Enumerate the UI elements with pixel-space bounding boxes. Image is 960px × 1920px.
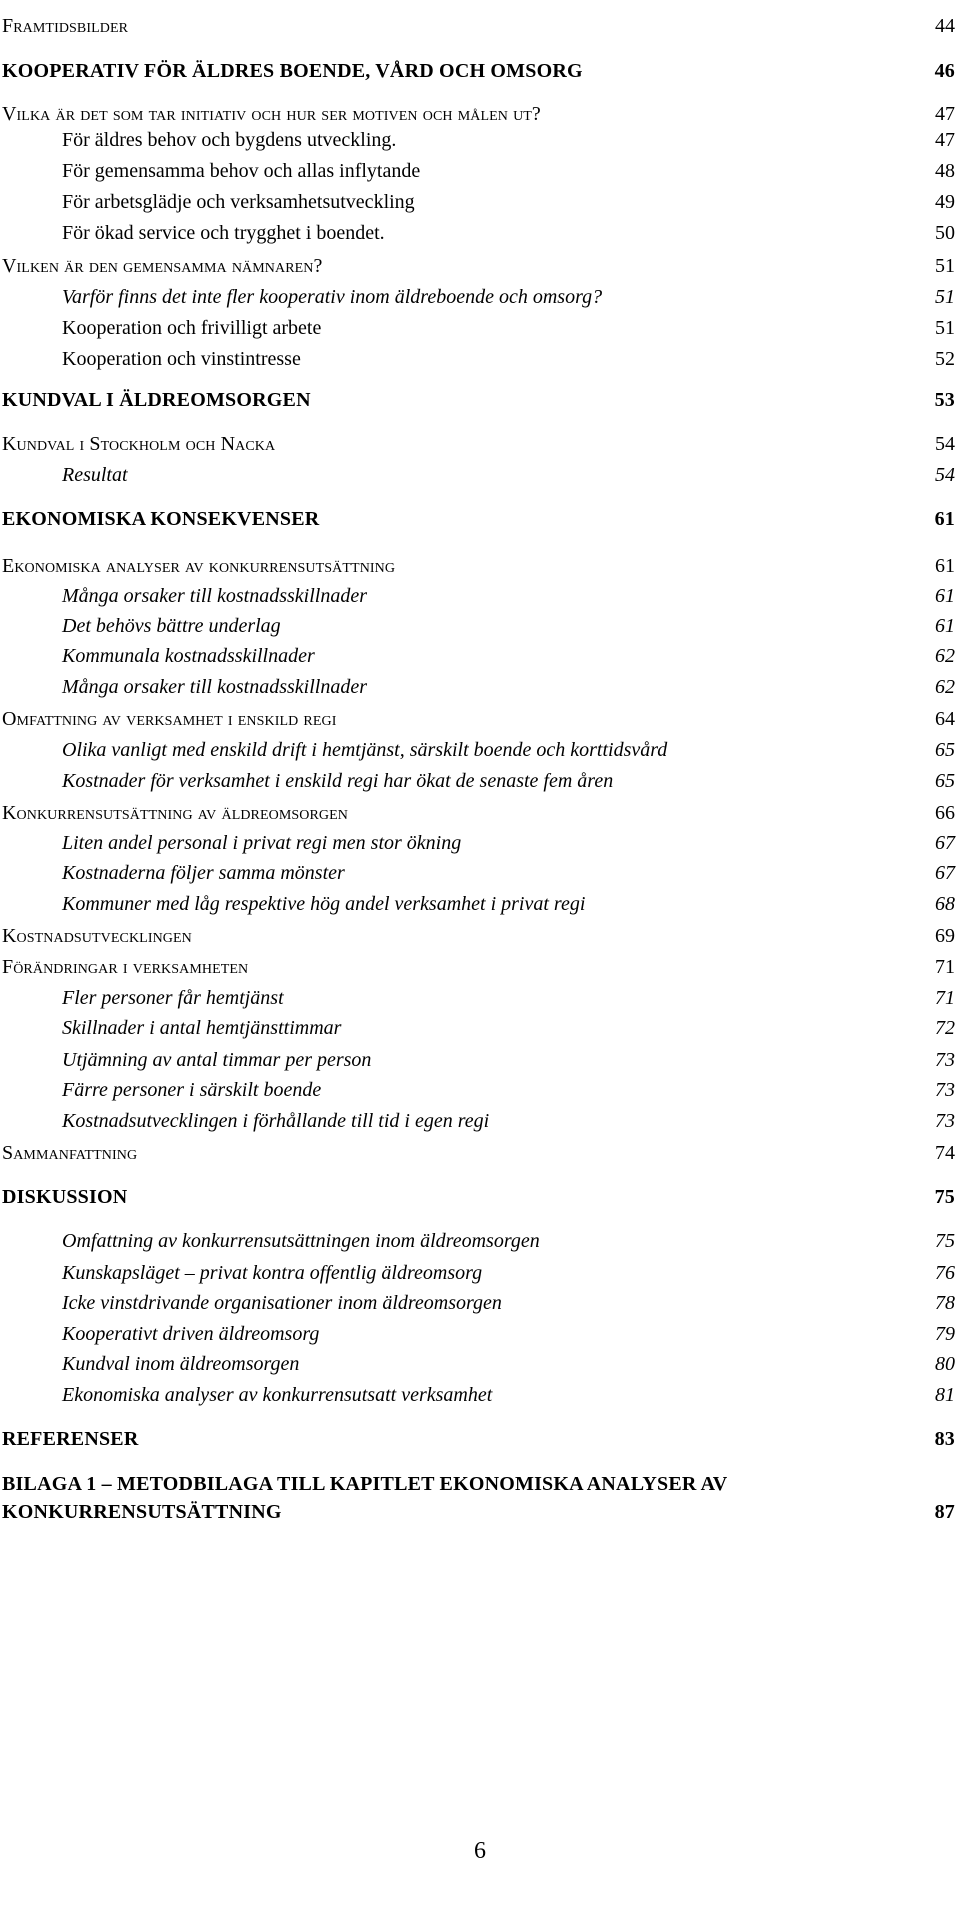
toc-entry-page: 68 [935, 893, 955, 915]
toc-entry-title: Färre personer i särskilt boende [62, 1079, 322, 1101]
toc-entry-title: Kostnader för verksamhet i enskild regi har ökat de senaste fem åren [62, 770, 614, 792]
toc-entry-page: 67 [935, 862, 955, 884]
toc-entry[interactable] [0, 1350, 960, 1378]
toc-entry[interactable] [0, 1014, 960, 1042]
toc-entry-title: Varför finns det inte fler kooperativ inom äldreboende och omsorg? [62, 286, 603, 308]
toc-entry-page: 71 [935, 956, 955, 978]
toc-entry-page: 64 [935, 708, 955, 730]
toc-entry-title: Olika vanligt med enskild drift i hemtjänst, särskilt boende och korttidsvård [62, 739, 668, 761]
toc-entry-title: Ekonomiska analyser av konkurrensutsatt verksamhet [62, 1384, 493, 1406]
toc-entry[interactable] [0, 642, 960, 670]
toc-entry[interactable] [0, 1425, 960, 1453]
toc-entry-title [2, 1470, 727, 1526]
toc-entry-page: 81 [935, 1384, 955, 1406]
toc-entry[interactable] [0, 430, 960, 458]
toc-entry-page: 50 [935, 222, 955, 244]
toc-entry-page: 51 [935, 317, 955, 339]
toc-entry[interactable] [0, 984, 960, 1012]
toc-entry-title: Kostnadsutvecklingen i förhållande till tid i egen regi [62, 1110, 490, 1132]
toc-entry[interactable] [0, 157, 960, 185]
toc-entry-page: 74 [935, 1142, 955, 1164]
toc-entry-page: 83 [934, 1428, 955, 1450]
toc-entry-page: 47 [935, 103, 955, 125]
toc-entry-title: Icke vinstdrivande organisationer inom äldreomsorgen [62, 1292, 502, 1314]
toc-entry-page: 51 [935, 255, 955, 277]
page-number: 6 [474, 1838, 486, 1864]
toc-entry-page: 46 [934, 60, 955, 82]
toc-entry-page: 62 [935, 676, 955, 698]
toc-entry-page: 52 [935, 348, 955, 370]
toc-entry[interactable] [0, 345, 960, 373]
toc-entry[interactable] [0, 219, 960, 247]
toc-entry[interactable] [0, 252, 960, 280]
toc-entry-page: 73 [935, 1079, 955, 1101]
toc-entry-page: 80 [935, 1353, 955, 1375]
toc-entry[interactable] [0, 1046, 960, 1074]
toc-entry-title: Liten andel personal i privat regi men stor ökning [62, 832, 462, 854]
toc-entry-page: 61 [934, 508, 955, 530]
toc-entry-page: 54 [935, 433, 955, 455]
toc-entry[interactable] [0, 859, 960, 887]
toc-entry-page: 53 [934, 389, 955, 411]
toc-entry-title: Kundval i Stockholm och Nacka [2, 433, 276, 455]
toc-entry-title: REFERENSER [2, 1428, 139, 1450]
toc-entry-page: 51 [935, 286, 955, 308]
toc-entry[interactable] [0, 12, 960, 40]
toc-entry[interactable] [0, 461, 960, 489]
toc-entry[interactable] [0, 673, 960, 701]
toc-entry-title: Kostnaderna följer samma mönster [62, 862, 345, 884]
toc-entry-page: 73 [935, 1110, 955, 1132]
toc-entry[interactable] [0, 922, 960, 950]
toc-entry-title: Fler personer får hemtjänst [62, 987, 284, 1009]
toc-entry-page: 49 [935, 191, 955, 213]
toc-entry[interactable] [0, 890, 960, 918]
toc-entry-page: 79 [935, 1323, 955, 1345]
toc-entry-title: DISKUSSION [2, 1186, 128, 1208]
toc-entry-title: Omfattning av konkurrensutsättningen inom äldreomsorgen [62, 1230, 540, 1252]
toc-entry-page: 76 [935, 1262, 955, 1284]
toc-entry-page: 61 [935, 615, 955, 637]
toc-entry-page: 67 [935, 832, 955, 854]
toc-entry[interactable] [0, 1470, 960, 1526]
toc-entry-title: För äldres behov och bygdens utveckling. [62, 129, 397, 151]
toc-entry[interactable] [0, 1259, 960, 1287]
toc-entry-title: Många orsaker till kostnadsskillnader [62, 676, 367, 698]
toc-entry-title: Många orsaker till kostnadsskillnader [62, 585, 367, 607]
toc-entry-page: 61 [935, 555, 955, 577]
toc-entry-title: Kundval inom äldreomsorgen [62, 1353, 300, 1375]
toc-entry[interactable] [0, 386, 960, 414]
toc-entry[interactable] [0, 1076, 960, 1104]
toc-entry[interactable] [0, 736, 960, 764]
toc-entry-page: 71 [935, 987, 955, 1009]
toc-entry-page: 48 [935, 160, 955, 182]
toc-entry[interactable] [0, 582, 960, 610]
toc-entry-page: 44 [935, 15, 955, 37]
toc-entry[interactable] [0, 767, 960, 795]
toc-entry-title: Resultat [62, 464, 128, 486]
toc-entry-page: 78 [935, 1292, 955, 1314]
toc-entry-title: Kostnadsutvecklingen [2, 925, 192, 947]
toc-entry[interactable] [0, 505, 960, 533]
toc-entry[interactable] [0, 1381, 960, 1409]
toc-entry[interactable] [0, 126, 960, 154]
toc-entry-page: 65 [935, 739, 955, 761]
toc-entry-title: Framtidsbilder [2, 15, 129, 37]
toc-entry[interactable] [0, 799, 960, 827]
toc-entry-title: Kommuner med låg respektive hög andel verksamhet i privat regi [62, 893, 586, 915]
toc-entry-title: Kooperation och vinstintresse [62, 348, 301, 370]
toc-entry[interactable] [0, 1139, 960, 1167]
toc-entry-page: 62 [935, 645, 955, 667]
toc-entry-title: För ökad service och trygghet i boendet. [62, 222, 385, 244]
toc-entry-title: Omfattning av verksamhet i enskild regi [2, 708, 337, 730]
toc-entry-title: Vilka är det som tar initiativ och hur ser motiven och målen ut? [2, 103, 541, 125]
toc-entry-title: Kommunala kostnadsskillnader [62, 645, 315, 667]
toc-entry-title: Kooperation och frivilligt arbete [62, 317, 322, 339]
toc-entry[interactable] [0, 283, 960, 311]
toc-entry-page: 69 [935, 925, 955, 947]
toc-entry-title-line2: KONKURRENSUTSÄTTNING [2, 1501, 282, 1523]
toc-entry-page: 73 [935, 1049, 955, 1071]
toc-entry[interactable] [0, 1289, 960, 1317]
toc-entry[interactable] [0, 1183, 960, 1211]
toc-entry-title: KUNDVAL I ÄLDREOMSORGEN [2, 389, 311, 411]
toc-entry-title: Konkurrensutsättning av äldreomsorgen [2, 802, 349, 824]
toc-entry-title: För gemensamma behov och allas inflytande [62, 160, 421, 182]
toc-entry-page: 66 [935, 802, 955, 824]
toc-entry-title: Det behövs bättre underlag [62, 615, 281, 637]
toc-entry[interactable] [0, 1107, 960, 1135]
toc-entry[interactable] [0, 612, 960, 640]
toc-entry-page: 75 [935, 1230, 955, 1252]
toc-entry-title: Förändringar i verksamheten [2, 956, 249, 978]
toc-entry-title: Kunskapsläget – privat kontra offentlig äldreomsorg [62, 1262, 483, 1284]
toc-entry-page: 54 [935, 464, 955, 486]
toc-entry[interactable] [0, 705, 960, 733]
toc-entry[interactable] [0, 1227, 960, 1255]
toc-entry-title: EKONOMISKA KONSEKVENSER [2, 508, 320, 530]
toc-entry[interactable] [0, 100, 960, 128]
toc-entry-title: För arbetsglädje och verksamhetsutveckling [62, 191, 415, 213]
toc-entry-title: Skillnader i antal hemtjänsttimmar [62, 1017, 342, 1039]
toc-entry-title: Sammanfattning [2, 1142, 138, 1164]
toc-entry-title: Kooperativt driven äldreomsorg [62, 1323, 320, 1345]
toc-entry-title: Vilken är den gemensamma nämnaren? [2, 255, 323, 277]
toc-entry[interactable] [0, 1320, 960, 1348]
toc-entry-page: 47 [935, 129, 955, 151]
toc-entry-title: Ekonomiska analyser av konkurrensutsättning [2, 555, 396, 577]
toc-entry-page: 65 [935, 770, 955, 792]
toc-entry[interactable] [0, 829, 960, 857]
toc-entry[interactable] [0, 953, 960, 981]
toc-entry[interactable] [0, 552, 960, 580]
toc-entry[interactable] [0, 57, 960, 85]
toc-entry[interactable] [0, 188, 960, 216]
toc-entry-page: 61 [935, 585, 955, 607]
toc-entry-page: 75 [934, 1186, 955, 1208]
toc-entry-title: KOOPERATIV FÖR ÄLDRES BOENDE, VÅRD OCH OMSORG [2, 60, 583, 82]
toc-entry-page: 87 [934, 1501, 955, 1523]
toc-entry[interactable] [0, 314, 960, 342]
toc-entry-title-line1: BILAGA 1 – METODBILAGA TILL KAPITLET EKONOMISKA ANALYSER AV [2, 1473, 728, 1495]
toc-entry-title: Utjämning av antal timmar per person [62, 1049, 372, 1071]
toc-entry-page: 72 [935, 1017, 955, 1039]
